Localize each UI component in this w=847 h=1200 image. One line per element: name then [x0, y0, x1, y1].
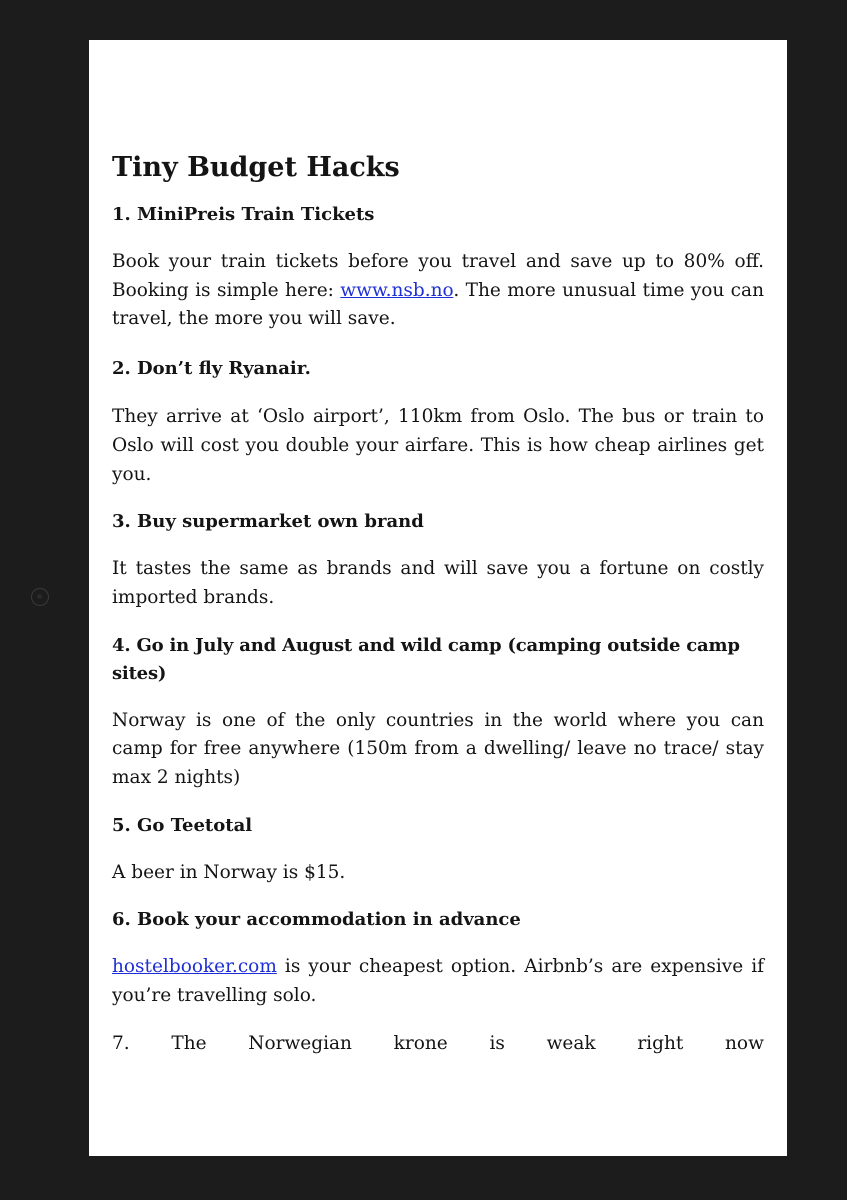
line-word: right — [637, 1032, 684, 1054]
section-heading: 5. Go Teetotal — [112, 814, 253, 836]
section-body: Norway is one of the only countries in the world where you can camp for free anywhere (150m from a dwelling/ leave no trace/ stay max 2 nights) — [112, 709, 764, 789]
section-body — [112, 953, 764, 1010]
page-marker-icon[interactable] — [31, 588, 49, 606]
nsb-link[interactable]: www.nsb.no — [340, 279, 454, 301]
document-content — [112, 148, 764, 1059]
section-text: is your cheapest option. Airbnb’s are expensive if you’re travelling solo. — [112, 956, 764, 1007]
hostelbooker-link[interactable]: hostelbooker.com — [112, 956, 277, 978]
section-text: Book your train tickets before you travel and save up to 80% off. Booking is simple here: — [112, 251, 764, 301]
line-word: is — [489, 1032, 505, 1054]
line-word: Norwegian — [248, 1032, 352, 1054]
section-heading: 3. Buy supermarket own brand — [112, 511, 424, 533]
section-text: . The more unusual time you can travel, the more you will save. — [112, 279, 764, 330]
section-seven-line — [112, 1030, 764, 1059]
section-body — [112, 248, 764, 334]
line-word: 7. — [112, 1032, 130, 1054]
document-title: Tiny Budget Hacks — [112, 152, 400, 183]
line-word: krone — [393, 1032, 448, 1054]
section-heading: 6. Book your accommodation in advance — [112, 909, 521, 931]
line-word: now — [725, 1032, 764, 1054]
section-body: It tastes the same as brands and will save you a fortune on costly imported brands. — [112, 558, 764, 608]
section-heading: 1. MiniPreis Train Tickets — [112, 204, 375, 225]
line-word: weak — [546, 1032, 596, 1054]
document-page — [89, 40, 787, 1156]
section-heading: 4. Go in July and August and wild camp (camping outside camp sites) — [112, 634, 740, 684]
line-word: The — [171, 1032, 207, 1054]
section-body: A beer in Norway is $15. — [112, 861, 346, 883]
section-heading: 2. Don’t fly Ryanair. — [112, 358, 311, 380]
section-body: They arrive at ‘Oslo airport’, 110km from Oslo. The bus or train to Oslo will cost you double your airfare. This is how cheap airlines get you. — [112, 406, 764, 485]
